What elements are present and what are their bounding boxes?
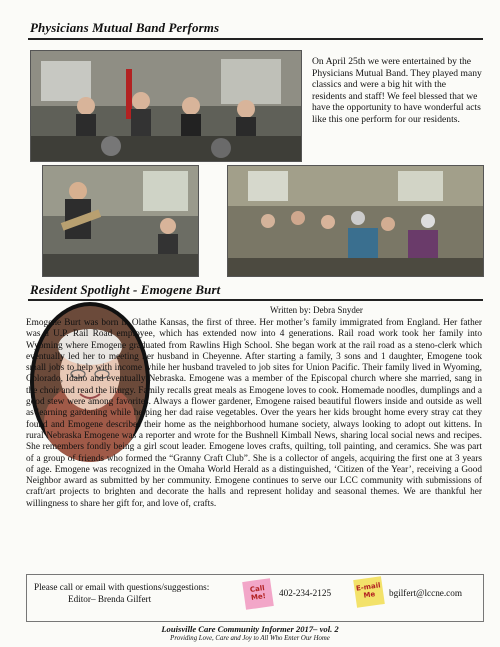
- spotlight-story: Emogene Burt was born in Olathe Kansas, the first of three. Her mother’s family immigrated from England. Her father was a U.P. Rail Road employee, which has extended now into 4 generations. Rail road work took her family into Wyoming where Emogene graduated from Rawlins High School. She began work at the rail road as a steno-clerk which eventually led her to meeting her husband in Cheyenne. After starting a family, 3 sons and 1 daughter, Emogene took small jobs to help with income while her husband traveled to job sites for Union Pacific. Their family lived in Wyoming, Colorado, Idaho and eventually Nebraska. Emogene was a member of the Episcopal church where she married, sang in the choir and read the liturgy. Family recalls great meals as Emogene loves to cook. Homemade noodles, dumplings and a good stew were among favorites. Always a flower gardener, Emogene raised beautiful flowers inside and outside as well as learning gardening while helping her dad raise vegetables. Over the years her kids brought home every stray cat they found and Emogene describes their home as the neighborhood humane society, always looking to adopt out kittens. In rural Nebraska Emogene was a reporter and wrote for the Bushnell Kimball News, sharing local social news and recipes. She remembers fondly being a girl scout leader. Emogene loves crafts, quilting, toll painting, and ceramics. She was part of a group of friends who formed the “Granny Craft Club”. She is a collector of angels, acquiring the first one at 3 years of age. Emogene was recognized in the Omaha World Herald as a distinguished, ‘Citizen of the Year’, receiving a Good Neighbor award as submitted by her community. Emogene continues to serve our LCC community with submissions of craft/art projects to brighten and decorate the halls and represent holiday and seasonal themes. We are thankful her willingness to share her gift for, and love of, crafts.: [26, 318, 482, 509]
- contact-line-2: Editor– Brenda Gilfert: [68, 594, 152, 604]
- band-intro-text: On April 25th we were entertained by the Physicians Mutual Band. They played many classics and were a big hit with the residents and staff! We feel blessed that we have the opportunity to have wonderful acts like this one perform for our residents.: [312, 56, 482, 125]
- guitarist-photo: [42, 165, 199, 277]
- audience-photo: [227, 165, 484, 277]
- contact-line-1: Please call or email with questions/suggestions:: [34, 582, 210, 592]
- spotlight-title-rule: [28, 299, 483, 301]
- band-title-rule: [28, 38, 483, 40]
- band-stage-photo: [30, 50, 302, 162]
- spotlight-section-title: Resident Spotlight - Emogene Burt: [30, 282, 221, 297]
- byline: Written by: Debra Snyder: [270, 305, 363, 315]
- phone-number[interactable]: 402-234-2125: [279, 588, 332, 598]
- newsletter-tagline: Providing Love, Care and Joy to All Who Enter Our Home: [170, 635, 330, 642]
- email-me-note: E-mail Me: [353, 576, 385, 608]
- call-me-note: Call Me!: [242, 578, 274, 610]
- band-section-title: Physicians Mutual Band Performs: [30, 20, 220, 35]
- email-address[interactable]: bgilfert@lccne.com: [389, 588, 462, 598]
- newsletter-title: Louisville Care Community Informer 2017– vol. 2: [161, 624, 339, 634]
